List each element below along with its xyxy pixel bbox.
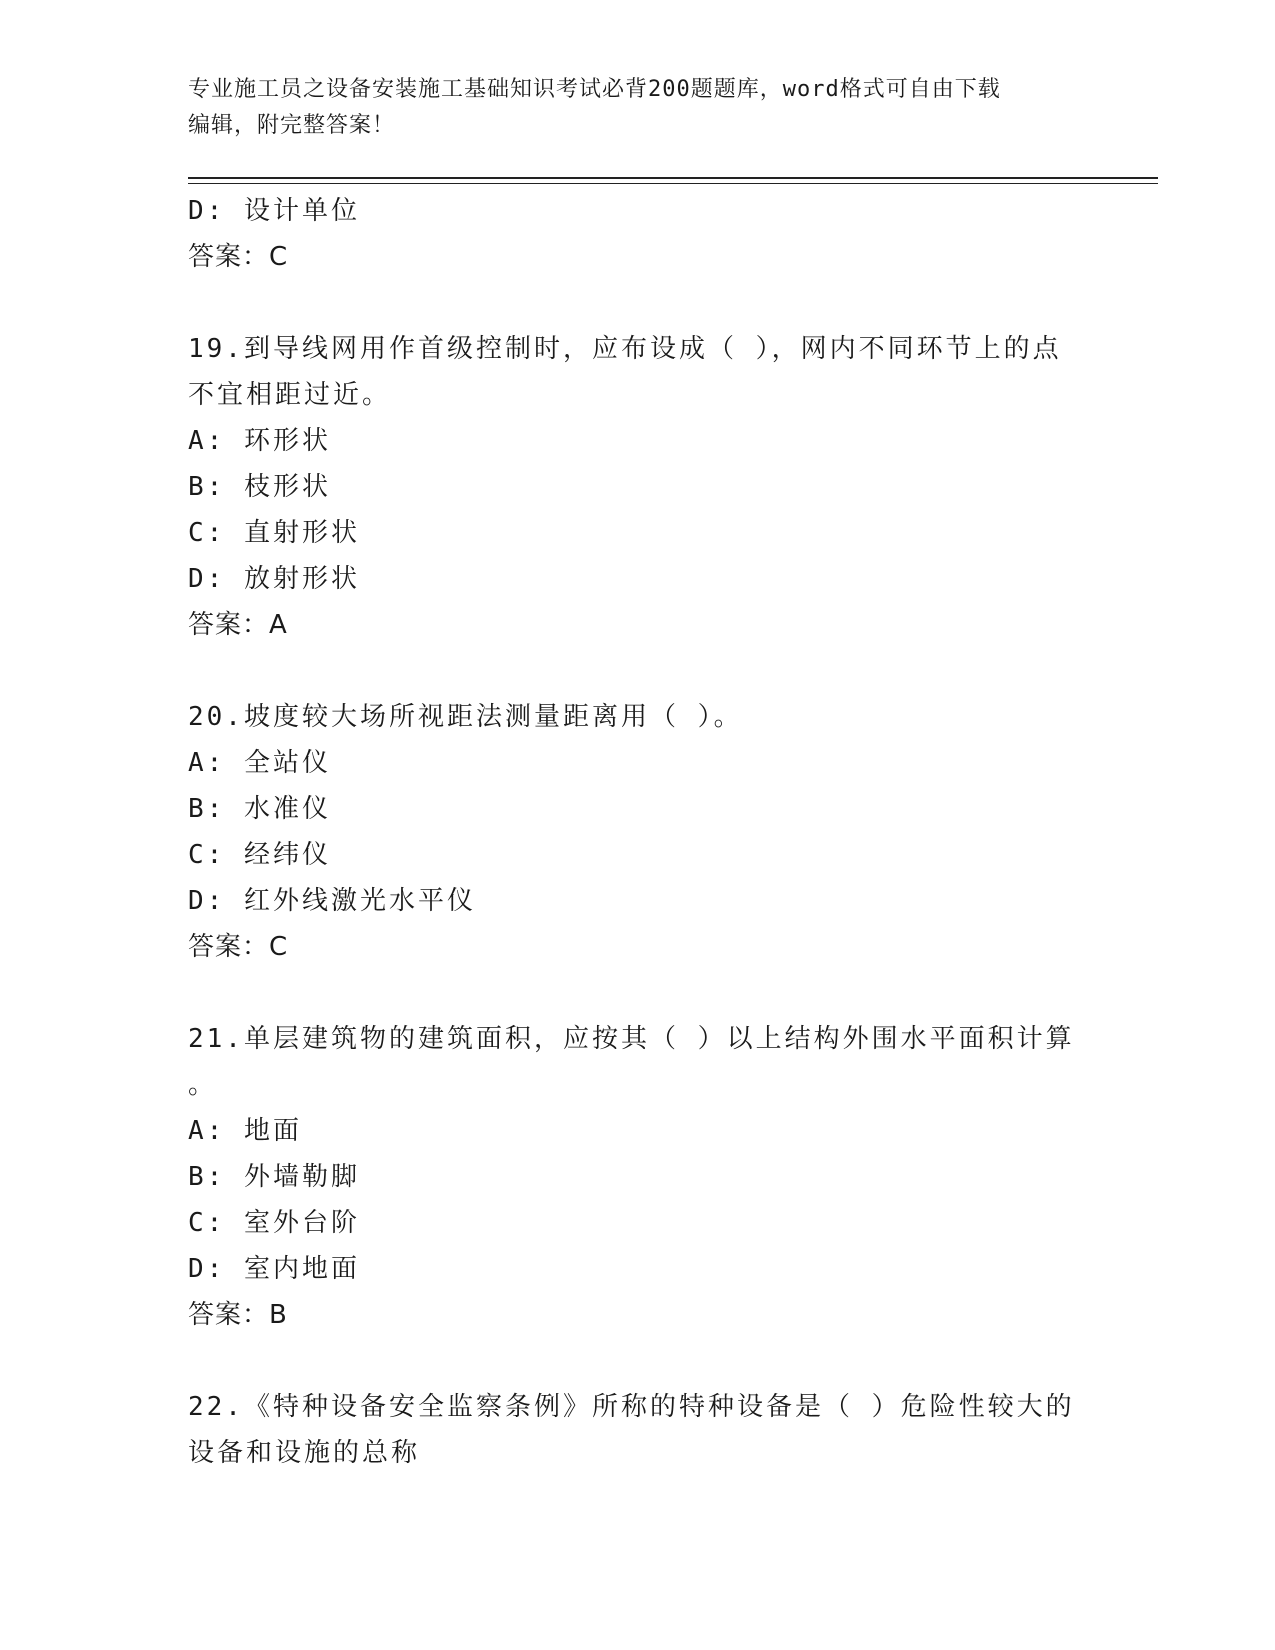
spacer: [188, 648, 1068, 694]
question-stem-line: 。: [188, 1070, 218, 1100]
question-stem-line: 19.到导线网用作首级控制时，应布设成（ ），网内不同环节上的点: [188, 334, 1062, 364]
option-d: D: 室内地面: [188, 1254, 360, 1284]
option-c: C: 室外台阶: [188, 1208, 360, 1238]
answer: 答案：C: [188, 932, 289, 962]
question-stem-line: 20.坡度较大场所视距法测量距离用（ ）。: [188, 702, 743, 732]
spacer: [188, 1338, 1068, 1384]
question-22: [188, 1384, 1075, 1476]
spacer: [188, 970, 1068, 1016]
prev-option-d: D: 设计单位: [188, 196, 360, 226]
option-d: D: 放射形状: [188, 564, 360, 594]
document-header: [188, 72, 1088, 144]
answer: 答案：A: [188, 610, 288, 640]
header-title-line-2: 编辑，附完整答案！: [188, 113, 396, 138]
option-a: A: 环形状: [188, 426, 331, 456]
question-19: [188, 326, 1068, 648]
question-stem-line: 22.《特种设备安全监察条例》所称的特种设备是（ ）危险性较大的: [188, 1392, 1075, 1422]
spacer: [188, 280, 1068, 326]
option-b: B: 水准仪: [188, 794, 331, 824]
option-d: D: 红外线激光水平仪: [188, 886, 476, 916]
prev-answer: 答案：C: [188, 242, 289, 272]
option-a: A: 地面: [188, 1116, 302, 1146]
header-title-line-1: 专业施工员之设备安装施工基础知识考试必背200题题库，word格式可自由下载: [188, 77, 1001, 102]
option-b: B: 外墙勒脚: [188, 1162, 360, 1192]
header-divider-thin: [188, 183, 1158, 184]
option-a: A: 全站仪: [188, 748, 331, 778]
question-stem-line: 设备和设施的总称: [188, 1438, 421, 1468]
answer: 答案：B: [188, 1300, 288, 1330]
question-21: [188, 1016, 1075, 1338]
document-body: [188, 188, 1075, 1476]
option-b: B: 枝形状: [188, 472, 331, 502]
option-c: C: 经纬仪: [188, 840, 331, 870]
header-divider-thick: [188, 177, 1158, 179]
question-stem-line: 不宜相距过近。: [188, 380, 392, 410]
question-stem-line: 21.单层建筑物的建筑面积，应按其（ ）以上结构外围水平面积计算: [188, 1024, 1075, 1054]
option-c: C: 直射形状: [188, 518, 360, 548]
question-20: [188, 694, 1068, 970]
